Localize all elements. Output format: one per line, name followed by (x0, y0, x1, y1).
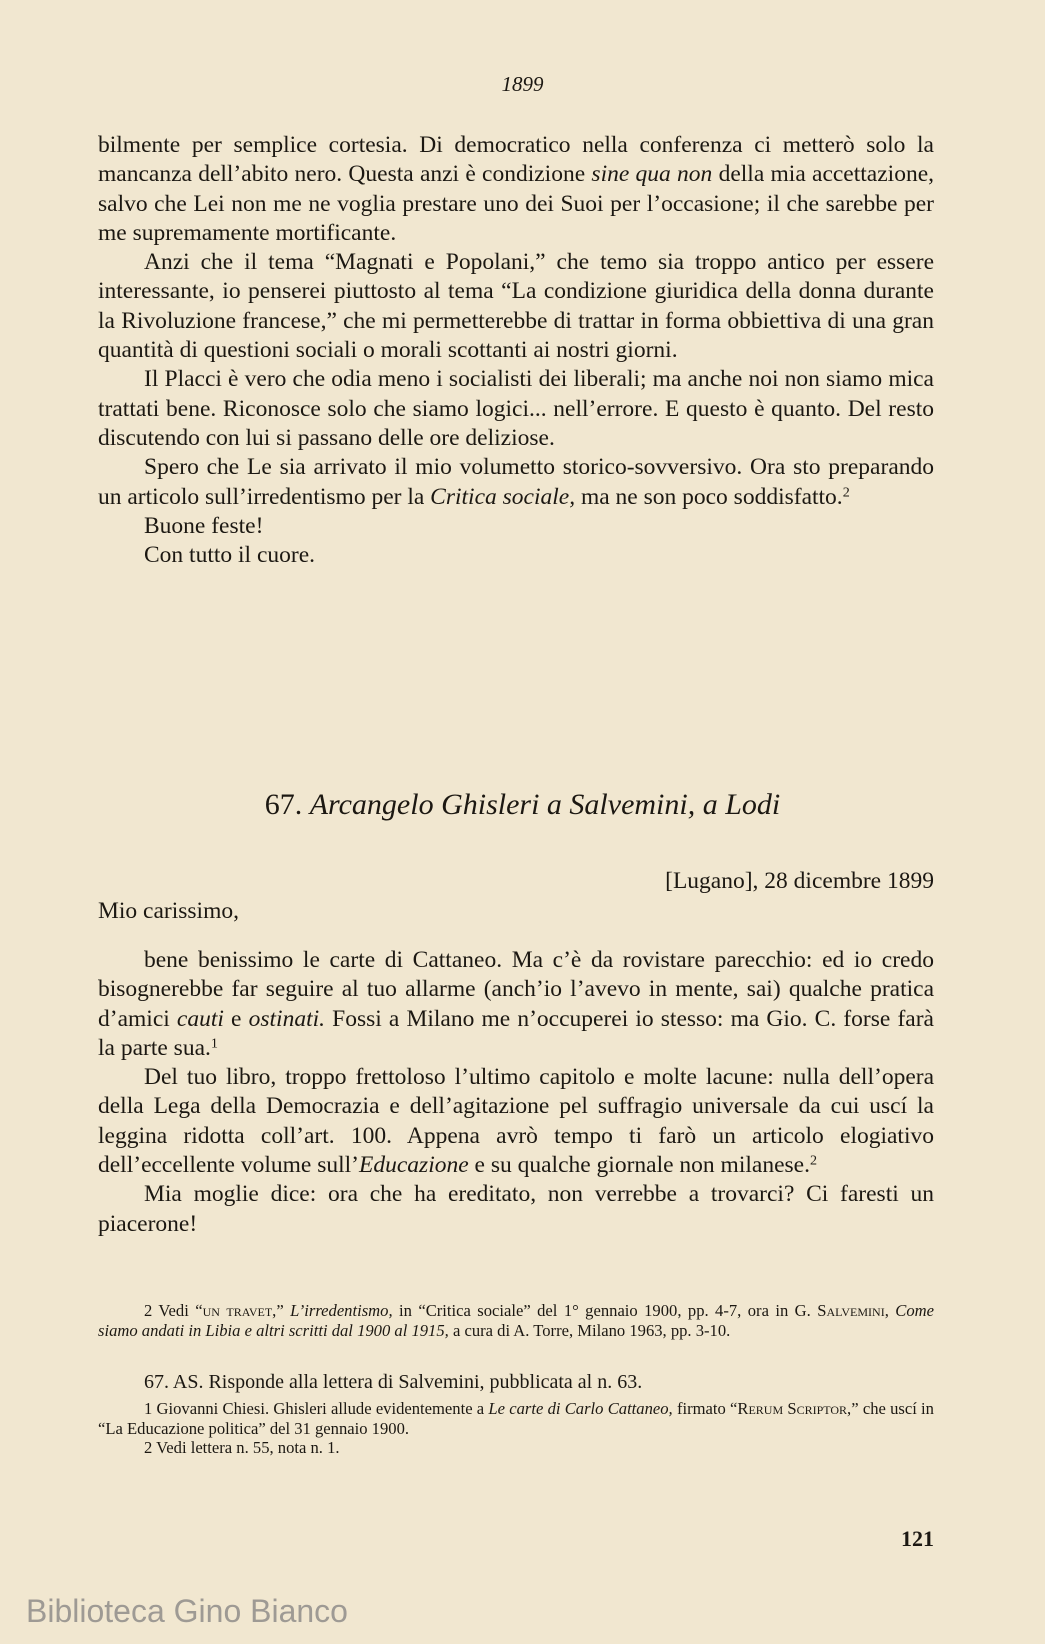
letter-title (0, 788, 1045, 822)
letter-67-body (98, 946, 934, 1239)
footnote: 2 Vedi lettera n. 55, nota n. 1. (144, 1438, 340, 1457)
footnote-ref[interactable]: 2 (842, 483, 850, 500)
paragraph: Spero che Le sia arrivato il mio volumetto storico-sovversivo. Ora sto preparando un articolo sull’irredentismo per la Critica sociale, ma ne son poco soddisfatto.$^2$ (98, 454, 934, 510)
footnotes-previous-letter (98, 1301, 934, 1340)
editorial-note: 67. AS. Risponde alla lettera di Salvemini, pubblicata al n. 63. (144, 1371, 643, 1393)
salutation: Mio carissimo, (98, 898, 239, 924)
closing: Con tutto il cuore. (144, 542, 316, 569)
closing: Buone feste! (144, 512, 264, 539)
letter-number: 67. (264, 788, 303, 821)
letter-end-body (98, 131, 934, 570)
paragraph: bilmente per semplice cortesia. Di democratico nella conferenza ci metterò solo la mancanza dell’abito nero. Questa anzi è condizione sine qua non della mia accettazione, salvo che Lei non me ne voglia prestare uno dei Suoi per l’occasione; il che sarebbe per me supremamente mortificante. (98, 132, 934, 246)
paragraph: Il Placci è vero che odia meno i socialisti dei liberali; ma anche noi non siamo mica trattati bene. Riconosce solo che siamo logici... nell’errore. E questo è quanto. Del resto discutendo con lui si passano delle ore deliziose. (98, 366, 934, 451)
letter-heading: Arcangelo Ghisleri a Salvemini, a Lodi (309, 788, 781, 821)
paragraph: Mia moglie dice: ora che ha ereditato, non verrebbe a trovarci? Ci faresti un piacerone! (98, 1181, 934, 1237)
footnotes-letter-67 (98, 1369, 934, 1458)
footnote: 1 Giovanni Chiesi. Ghisleri allude evidentemente a Le carte di Carlo Cattaneo, firmato “Rerum Scriptor,” che uscí in “La Educazione politica” del 31 gennaio 1900. (98, 1399, 934, 1438)
paragraph: Del tuo libro, troppo frettoloso l’ultimo capitolo e molte lacune: nulla dell’opera della Lega della Democrazia e dell’agitazione pel suffragio universale da cui uscí la leggina ridotta coll’art. 100. Appena avrò tempo ti farò un articolo elogiativo dell’eccellente volume sull’Educazione e su qualche giornale non milanese.$^2$ (98, 1064, 934, 1179)
footnote-ref[interactable]: 2 (809, 1152, 817, 1169)
paragraph: Anzi che il tema “Magnati e Popolani,” che temo sia troppo antico per essere interessante, io penserei piuttosto al tema “La condizione giuridica della donna durante la Rivoluzione francese,” che mi permetterebbe di trattar in forma obbiettiva di una gran quantità di questioni sociali o morali scottanti ai nostri giorni. (98, 249, 934, 364)
footnote: 2 Vedi “un travet,” L’irredentismo, in “Critica sociale” del 1° gennaio 1900, pp. 4-7, ora in G. Salvemini, Come siamo andati in Libia e altri scritti dal 1900 al 1915, a cura di A. Torre, Milano 1963, pp. 3-10. (98, 1301, 934, 1340)
library-watermark: Biblioteca Gino Bianco (26, 1593, 348, 1629)
running-head: 1899 (501, 72, 544, 96)
footnote-ref[interactable]: 1 (210, 1035, 218, 1052)
page-number: 121 (901, 1526, 934, 1551)
dateline: [Lugano], 28 dicembre 1899 (665, 868, 934, 894)
paragraph: bene benissimo le carte di Cattaneo. Ma c’è da rovistare parecchio: ed io credo bisognerebbe far seguire al tuo allarme (anch’io l’avevo in mente, sai) qualche pratica d’amici cauti e ostinati. Fossi a Milano me n’occuperei io stesso: ma Gio. C. forse farà la parte sua.$^1$ (98, 947, 934, 1061)
